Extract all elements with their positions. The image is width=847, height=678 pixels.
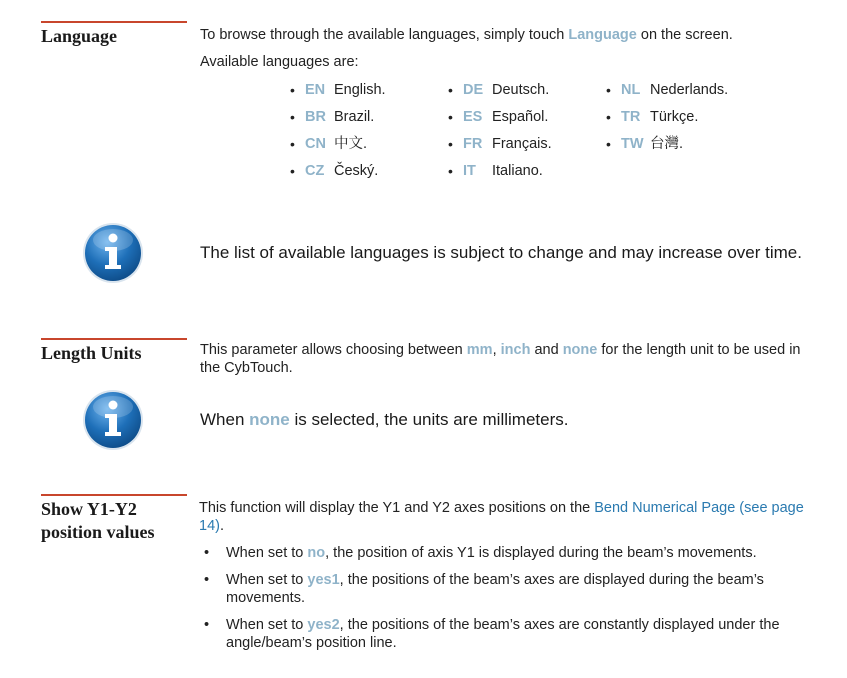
list-item: • When set to yes1, the positions of the beam’s axes are displayed during the beam’s movements. [204, 572, 764, 606]
keyword-mm: mm [466, 342, 493, 358]
section-heading-show-y1-y2: Show Y1-Y2 position values [41, 494, 187, 544]
info-icon [82, 222, 144, 284]
language-intro: To browse through the available languages, simply touch Language on the screen. [200, 27, 733, 43]
available-languages-label: Available languages are: [200, 54, 359, 70]
length-units-note: When none is selected, the units are millimeters. [200, 410, 569, 429]
section-heading-length-units: Length Units [41, 338, 187, 365]
list-item: • When set to no, the position of axis Y1 is displayed during the beam’s movements. [204, 545, 757, 561]
list-item: • When set to yes2, the positions of the beam’s axes are constantly displayed under the angle/beam’s position line. [204, 617, 780, 651]
show-y1-y2-text: This function will display the Y1 and Y2 axes positions on the Bend Numerical Page (see page 14). [199, 500, 804, 534]
length-units-text: This parameter allows choosing between mm, inch and none for the length unit to be used in the CybTouch. [200, 342, 801, 376]
language-keyword: Language [568, 27, 637, 43]
show-y1-y2-options [200, 544, 825, 661]
keyword-inch: inch [500, 342, 531, 358]
bend-numerical-page-link[interactable]: Bend Numerical Page (see page 14) [199, 500, 804, 534]
info-icon [82, 389, 144, 451]
language-note: The list of available languages is subject to change and may increase over time. [200, 243, 802, 262]
keyword-none: none [562, 342, 598, 358]
section-heading-language: Language [41, 21, 187, 48]
